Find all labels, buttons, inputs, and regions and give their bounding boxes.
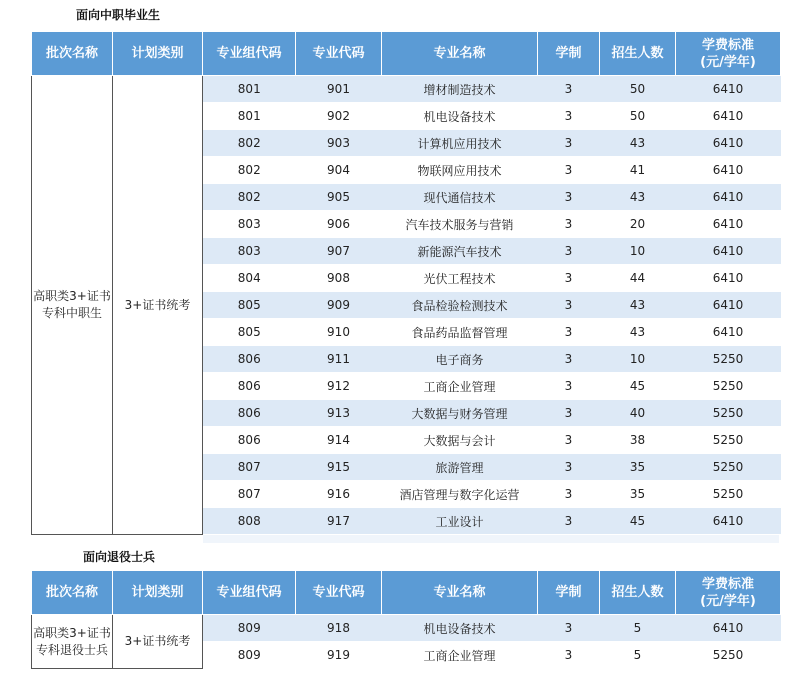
- header-tuition: 学费标准 (元/学年): [676, 571, 781, 615]
- cell-enrollment: 35: [600, 454, 676, 481]
- cell-duration: 3: [538, 508, 600, 535]
- cell-major-code: 916: [296, 481, 382, 508]
- cell-duration: 3: [538, 346, 600, 373]
- cell-group-code: 802: [203, 157, 296, 184]
- cell-group-code: 807: [203, 481, 296, 508]
- cell-tuition: 5250: [676, 373, 781, 400]
- cell-duration: 3: [538, 238, 600, 265]
- cell-group-code: 802: [203, 130, 296, 157]
- cell-major-name: 汽车技术服务与营销: [382, 211, 538, 238]
- cell-major-name: 食品药品监督管理: [382, 319, 538, 346]
- cell-group-code: 803: [203, 238, 296, 265]
- cell-enrollment: 5: [600, 615, 676, 642]
- cell-major-name: 大数据与财务管理: [382, 400, 538, 427]
- cell-major-name: 机电设备技术: [382, 615, 538, 642]
- cell-enrollment: 40: [600, 400, 676, 427]
- cell-major-name: 现代通信技术: [382, 184, 538, 211]
- cell-duration: 3: [538, 615, 600, 642]
- cell-enrollment: 43: [600, 292, 676, 319]
- header-major-name: 专业名称: [382, 571, 538, 615]
- cell-major-code: 906: [296, 211, 382, 238]
- cell-tuition: 6410: [676, 319, 781, 346]
- cell-enrollment: 10: [600, 346, 676, 373]
- section2-header-row: [32, 571, 781, 615]
- batch-name-cell: 高职类3+证书 专科退役士兵: [32, 615, 113, 669]
- cell-major-name: 计算机应用技术: [382, 130, 538, 157]
- cell-duration: 3: [538, 157, 600, 184]
- cell-major-name: 工业设计: [382, 508, 538, 535]
- section1-title: 面向中职毕业生: [76, 8, 161, 22]
- cell-tuition: 5250: [676, 642, 781, 669]
- cell-enrollment: 20: [600, 211, 676, 238]
- cell-major-code: 903: [296, 130, 382, 157]
- cell-duration: 3: [538, 184, 600, 211]
- cell-duration: 3: [538, 427, 600, 454]
- cell-tuition: 6410: [676, 265, 781, 292]
- cell-duration: 3: [538, 454, 600, 481]
- cell-tuition: 5250: [676, 400, 781, 427]
- cell-tuition: 5250: [676, 454, 781, 481]
- cell-major-code: 915: [296, 454, 382, 481]
- batch-name-cell: 高职类3+证书 专科中职生: [32, 76, 113, 535]
- cell-major-name: 食品检验检测技术: [382, 292, 538, 319]
- cell-tuition: 6410: [676, 157, 781, 184]
- cell-major-code: 913: [296, 400, 382, 427]
- table-row: [32, 615, 781, 642]
- cell-group-code: 806: [203, 427, 296, 454]
- cell-major-code: 910: [296, 319, 382, 346]
- cell-enrollment: 38: [600, 427, 676, 454]
- cell-duration: 3: [538, 265, 600, 292]
- cell-major-code: 918: [296, 615, 382, 642]
- header-batch-name: 批次名称: [32, 571, 113, 615]
- cell-duration: 3: [538, 130, 600, 157]
- cell-duration: 3: [538, 373, 600, 400]
- cell-major-code: 919: [296, 642, 382, 669]
- header-group-code: 专业组代码: [203, 571, 296, 615]
- cell-group-code: 807: [203, 454, 296, 481]
- cell-group-code: 809: [203, 642, 296, 669]
- cell-group-code: 805: [203, 319, 296, 346]
- cell-major-code: 911: [296, 346, 382, 373]
- cell-enrollment: 5: [600, 642, 676, 669]
- cell-group-code: 805: [203, 292, 296, 319]
- header-batch-name: 批次名称: [32, 32, 113, 76]
- cell-major-code: 908: [296, 265, 382, 292]
- cell-major-code: 914: [296, 427, 382, 454]
- header-group-code: 专业组代码: [203, 32, 296, 76]
- header-major-code: 专业代码: [296, 571, 382, 615]
- cell-major-name: 大数据与会计: [382, 427, 538, 454]
- cell-tuition: 5250: [676, 481, 781, 508]
- cell-major-code: 909: [296, 292, 382, 319]
- table-row: [32, 76, 781, 103]
- cell-major-code: 912: [296, 373, 382, 400]
- cell-group-code: 801: [203, 103, 296, 130]
- cell-tuition: 6410: [676, 103, 781, 130]
- header-major-name: 专业名称: [382, 32, 538, 76]
- cell-major-name: 光伏工程技术: [382, 265, 538, 292]
- header-duration: 学制: [538, 32, 600, 76]
- cell-duration: 3: [538, 292, 600, 319]
- cell-major-code: 917: [296, 508, 382, 535]
- cell-major-name: 工商企业管理: [382, 642, 538, 669]
- cell-tuition: 6410: [676, 211, 781, 238]
- cell-tuition: 5250: [676, 346, 781, 373]
- cell-group-code: 808: [203, 508, 296, 535]
- header-plan-type: 计划类别: [113, 32, 203, 76]
- header-plan-type: 计划类别: [113, 571, 203, 615]
- plan-type-cell: 3+证书统考: [113, 76, 203, 535]
- cell-tuition: 6410: [676, 508, 781, 535]
- cell-group-code: 802: [203, 184, 296, 211]
- cell-duration: 3: [538, 400, 600, 427]
- cell-major-code: 907: [296, 238, 382, 265]
- plan-type-cell: 3+证书统考: [113, 615, 203, 669]
- cell-group-code: 806: [203, 346, 296, 373]
- cell-enrollment: 10: [600, 238, 676, 265]
- cell-group-code: 806: [203, 373, 296, 400]
- cell-major-code: 904: [296, 157, 382, 184]
- cell-duration: 3: [538, 642, 600, 669]
- cell-enrollment: 43: [600, 184, 676, 211]
- cell-enrollment: 50: [600, 103, 676, 130]
- cell-major-name: 酒店管理与数字化运营: [382, 481, 538, 508]
- cell-enrollment: 50: [600, 76, 676, 103]
- cell-group-code: 803: [203, 211, 296, 238]
- cell-duration: 3: [538, 211, 600, 238]
- cell-major-name: 旅游管理: [382, 454, 538, 481]
- cell-major-name: 增材制造技术: [382, 76, 538, 103]
- cell-group-code: 806: [203, 400, 296, 427]
- cell-duration: 3: [538, 481, 600, 508]
- cell-major-code: 902: [296, 103, 382, 130]
- cell-duration: 3: [538, 319, 600, 346]
- section2-title: 面向退役士兵: [83, 550, 156, 564]
- cell-tuition: 6410: [676, 130, 781, 157]
- cell-enrollment: 45: [600, 373, 676, 400]
- cell-major-name: 工商企业管理: [382, 373, 538, 400]
- cell-major-name: 物联网应用技术: [382, 157, 538, 184]
- section2-table: [31, 570, 781, 669]
- header-duration: 学制: [538, 571, 600, 615]
- cell-major-name: 机电设备技术: [382, 103, 538, 130]
- header-enrollment: 招生人数: [600, 571, 676, 615]
- cell-group-code: 804: [203, 265, 296, 292]
- cell-group-code: 801: [203, 76, 296, 103]
- cell-tuition: 6410: [676, 76, 781, 103]
- cell-tuition: 6410: [676, 615, 781, 642]
- section1-table: [31, 31, 781, 535]
- cell-duration: 3: [538, 103, 600, 130]
- cell-enrollment: 44: [600, 265, 676, 292]
- header-major-code: 专业代码: [296, 32, 382, 76]
- cell-enrollment: 35: [600, 481, 676, 508]
- cell-major-name: 新能源汽车技术: [382, 238, 538, 265]
- cell-enrollment: 45: [600, 508, 676, 535]
- cell-enrollment: 41: [600, 157, 676, 184]
- cell-duration: 3: [538, 76, 600, 103]
- cell-major-code: 901: [296, 76, 382, 103]
- header-enrollment: 招生人数: [600, 32, 676, 76]
- cell-major-code: 905: [296, 184, 382, 211]
- cell-tuition: 6410: [676, 184, 781, 211]
- cell-major-name: 电子商务: [382, 346, 538, 373]
- cell-group-code: 809: [203, 615, 296, 642]
- cell-tuition: 6410: [676, 292, 781, 319]
- cell-tuition: 6410: [676, 238, 781, 265]
- cell-tuition: 5250: [676, 427, 781, 454]
- header-tuition: 学费标准 (元/学年): [676, 32, 781, 76]
- cell-enrollment: 43: [600, 130, 676, 157]
- section1-header-row: [32, 32, 781, 76]
- cell-enrollment: 43: [600, 319, 676, 346]
